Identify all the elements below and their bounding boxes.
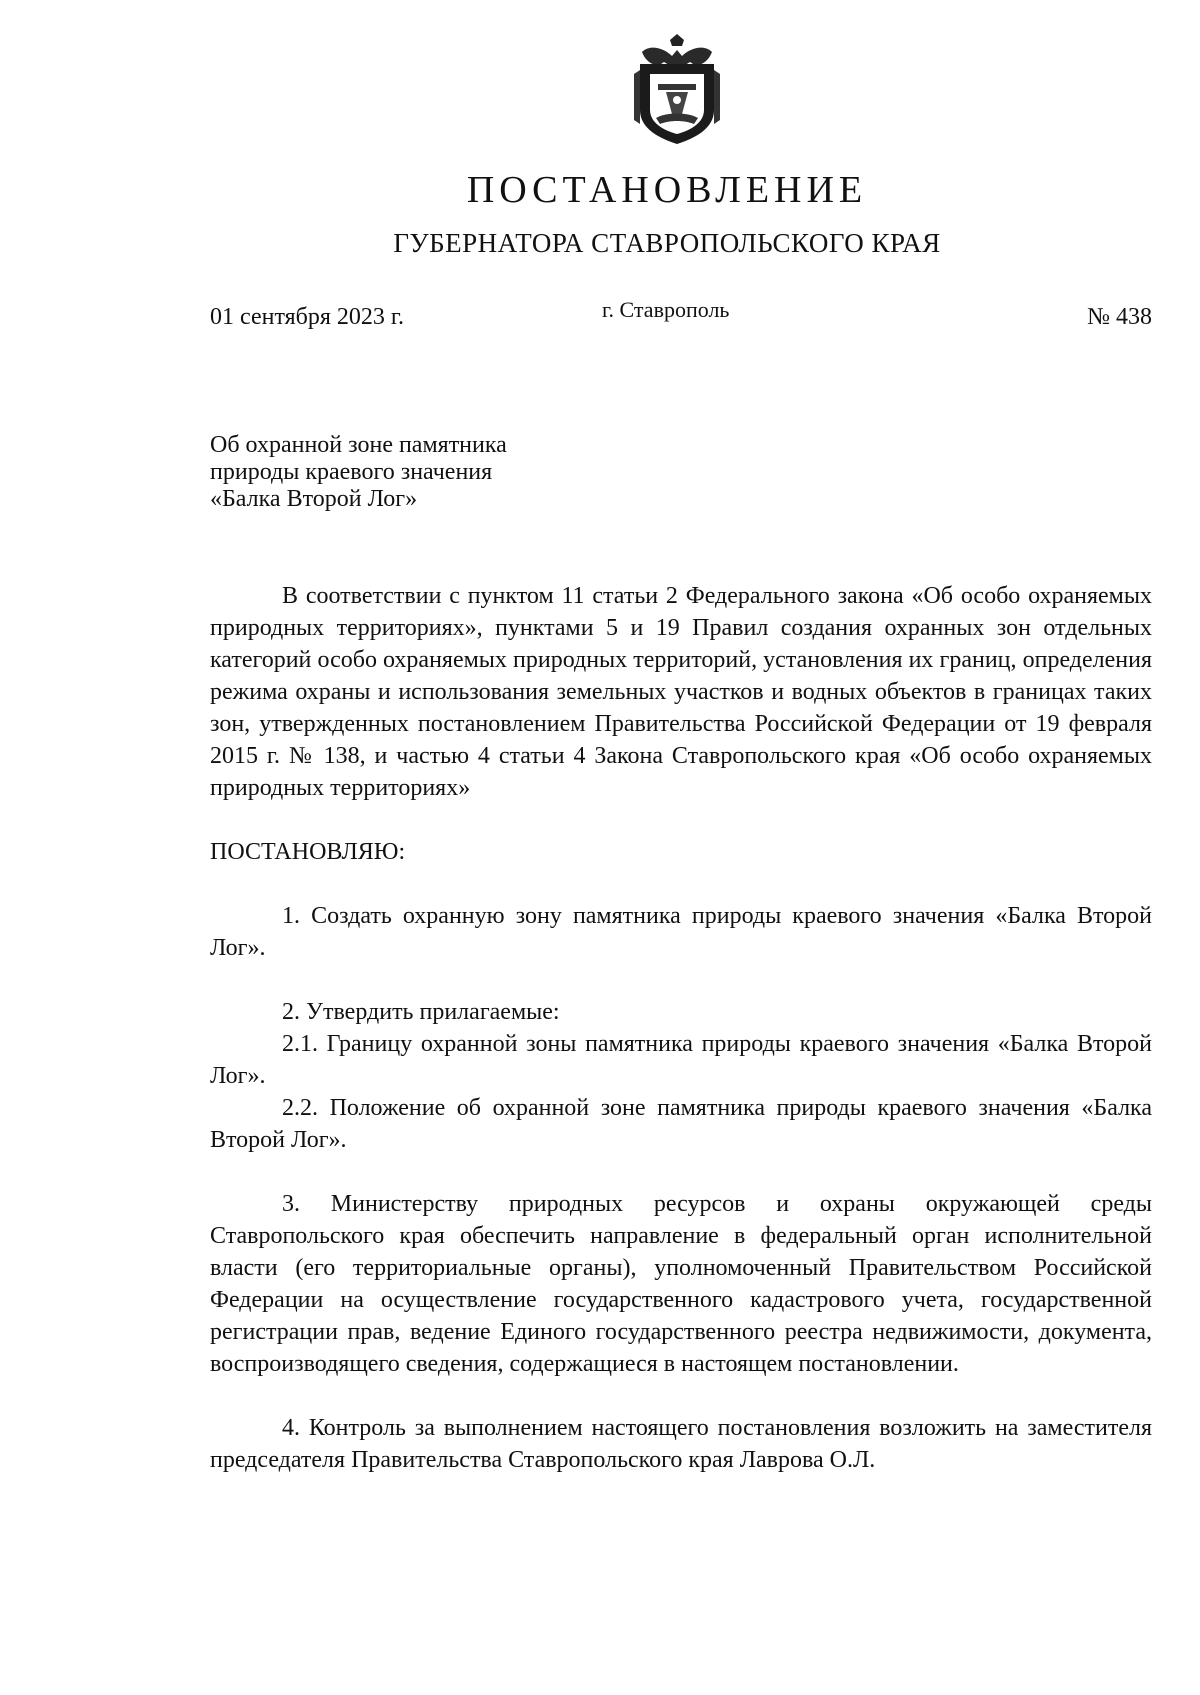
heading-line: «Балка Второй Лог» [210,486,418,512]
document-issuer: ГУБЕРНАТОРА СТАВРОПОЛЬСКОГО КРАЯ [393,228,941,258]
document-date: 01 сентября 2023 г. [210,304,405,330]
item-4-paragraph: 4. Контроль за выполнением настоящего постановления возложить на заместителя председателя Правительства Ставропольского края Лаврова О.Л. [210,1415,1152,1473]
item-3-paragraph: 3. Министерству природных ресурсов и охраны окружающей среды Ставропольского края обеспечить направление в федеральный орган исполнительной власти (его территориальные органы), уполномоченный Правительством Российской Федерации на осуществление государственного кадастрового учета, государственной регистрации прав, ведение Единого государственного реестра недвижимости, документа, воспроизводящего сведения, содержащиеся в настоящем постановлении. [210,1191,1152,1377]
heading-line: Об охранной зоне памятника [210,432,507,458]
item-2-1-paragraph: 2.1. Границу охранной зоны памятника природы краевого значения «Балка Второй Лог». [210,1031,1152,1089]
document-body [210,580,1152,1476]
decree-word: ПОСТАНОВЛЯЮ: [210,839,406,865]
document-title: ПОСТАНОВЛЕНИЕ [466,169,868,211]
preamble-paragraph: В соответствии с пунктом 11 статьи 2 Федерального закона «Об особо охраняемых природных территориях», пунктами 5 и 19 Правил создания охранных зон отдельных категорий особо охраняемых природных территорий, установления их границ, определения режима охраны и использования земельных участков и водных объектов в границах таких зон, утвержденных постановлением Правительства Российской Федерации от 19 февраля 2015 г. № 138, и частью 4 статьи 4 Закона Ставропольского края «Об особо охраняемых природных территориях» [210,583,1152,801]
heading-line: природы краевого значения [210,459,493,485]
document-city: г. Ставрополь [602,297,730,322]
item-2-paragraph: 2. Утвердить прилагаемые: [282,999,560,1025]
document-number: № 438 [1087,304,1152,330]
item-1-paragraph: 1. Создать охранную зону памятника природы краевого значения «Балка Второй Лог». [210,903,1152,961]
item-2-2-paragraph: 2.2. Положение об охранной зоне памятника природы краевого значения «Балка Второй Лог». [210,1095,1152,1153]
coat-of-arms-icon [632,34,722,146]
document-heading [210,432,507,513]
